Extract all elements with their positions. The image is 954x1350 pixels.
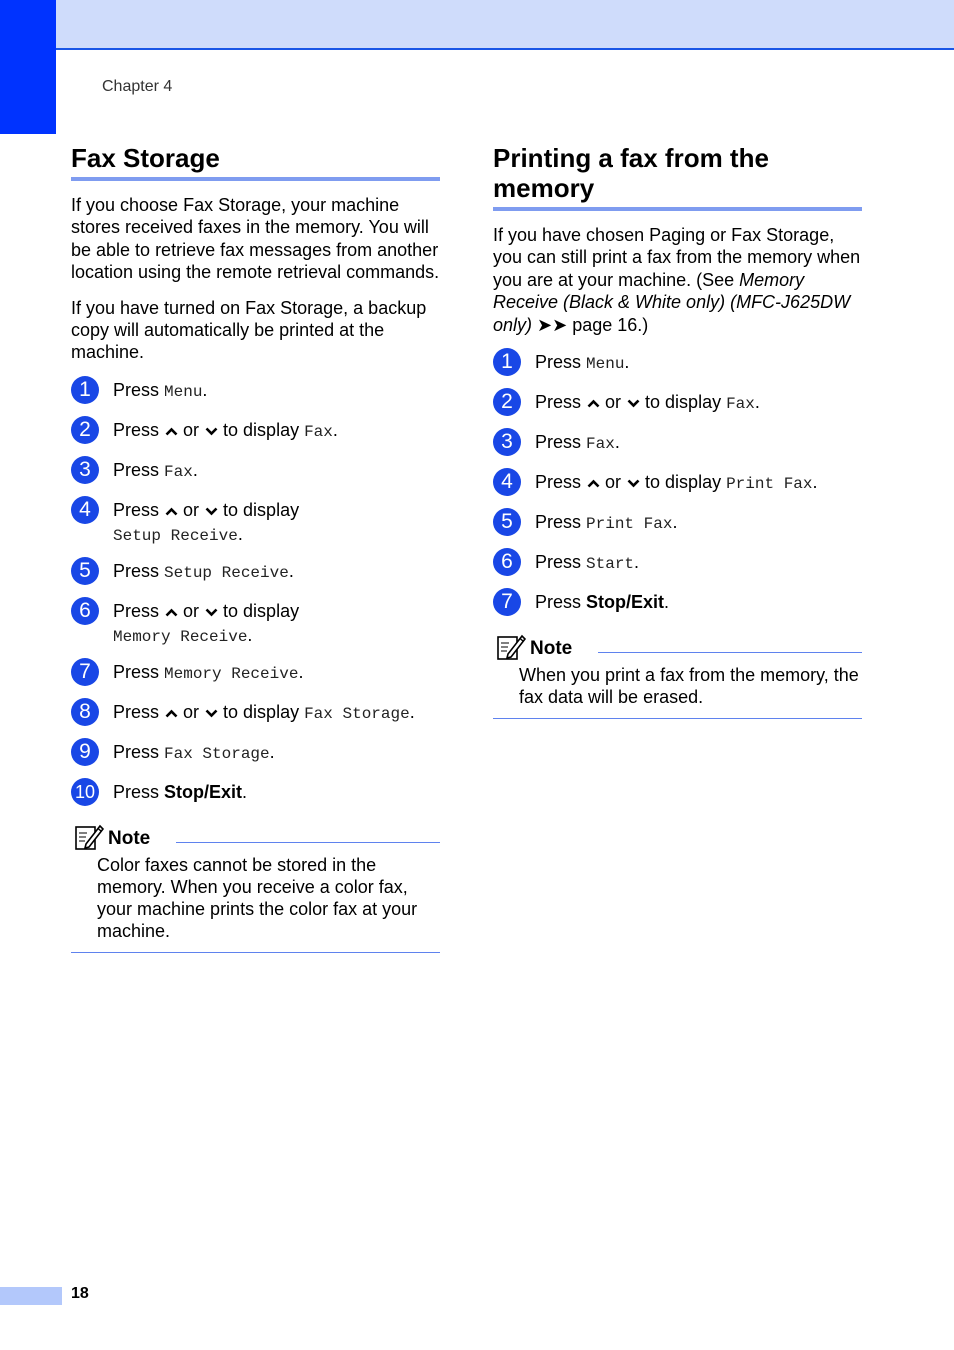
header-band xyxy=(0,0,954,50)
step-number: 2 xyxy=(71,416,99,444)
note-body: When you print a fax from the memory, the fax data will be erased. xyxy=(519,665,859,708)
chapter-tab xyxy=(0,0,56,134)
step-text: to display xyxy=(640,392,727,413)
page-number: 18 xyxy=(71,1285,89,1302)
note-header xyxy=(71,820,440,854)
note-pencil-icon xyxy=(74,822,104,852)
step-item xyxy=(493,470,862,499)
step-number: 1 xyxy=(71,376,99,404)
punct: . xyxy=(409,701,415,722)
chevron-down-icon xyxy=(626,390,640,414)
step-number: 6 xyxy=(493,548,521,576)
step-number: 7 xyxy=(493,588,521,616)
step-number: 4 xyxy=(71,496,99,524)
menu-item-text: Memory Receive xyxy=(113,627,248,646)
page-reference: page 16.) xyxy=(572,314,649,335)
step-text: to display xyxy=(218,600,300,621)
step-text: or xyxy=(600,472,627,493)
step-text: Press xyxy=(113,459,165,480)
menu-item-text: Fax Storage xyxy=(304,704,410,723)
step-item xyxy=(71,740,440,769)
section-title: Fax Storage xyxy=(71,140,440,181)
note-header xyxy=(493,630,862,664)
chevron-up-icon xyxy=(164,498,178,522)
step-number: 2 xyxy=(493,388,521,416)
step-text: to display xyxy=(218,419,305,440)
step-text: Press xyxy=(113,701,165,722)
paragraph xyxy=(493,224,862,336)
step-number: 4 xyxy=(493,468,521,496)
step-text: or xyxy=(178,600,205,621)
punct: . xyxy=(288,560,294,581)
step-item xyxy=(493,390,862,419)
punct: . xyxy=(664,592,670,613)
step-list xyxy=(493,350,862,619)
note-box xyxy=(71,820,440,953)
chevron-up-icon xyxy=(164,700,178,724)
paragraph: If you choose Fax Storage, your machine stores received faxes in the memory. You will be able to retrieve fax messages from another location using the remote retrieval commands. xyxy=(71,195,440,283)
double-arrow-icon: ➤➤ xyxy=(532,314,573,335)
step-text: to display xyxy=(218,701,305,722)
chevron-down-icon xyxy=(204,700,218,724)
chevron-down-icon xyxy=(204,498,218,522)
step-text: or xyxy=(178,499,205,520)
footer-band xyxy=(0,1287,62,1305)
menu-item-text: Setup Receive xyxy=(113,526,238,545)
step-item xyxy=(493,430,862,459)
punct: . xyxy=(332,419,338,440)
step-item xyxy=(71,559,440,588)
step-text: to display xyxy=(640,472,727,493)
step-text: Press xyxy=(535,472,587,493)
step-number: 3 xyxy=(493,428,521,456)
divider xyxy=(176,842,440,843)
menu-item-text: Fax xyxy=(304,422,333,441)
step-item xyxy=(71,660,440,689)
step-item xyxy=(71,780,440,809)
punct: . xyxy=(614,432,620,453)
step-number: 9 xyxy=(71,738,99,766)
step-text: Press xyxy=(113,600,165,621)
punct: . xyxy=(237,523,243,544)
chevron-down-icon xyxy=(204,418,218,442)
step-text: Press xyxy=(113,379,165,400)
step-text: or xyxy=(600,392,627,413)
key-label: Stop/Exit xyxy=(164,781,243,802)
section-title: Printing a fax from the memory xyxy=(493,140,862,211)
menu-item-text: Menu xyxy=(586,355,625,374)
step-number: 3 xyxy=(71,456,99,484)
step-item xyxy=(71,700,440,729)
note-box xyxy=(493,630,862,719)
intro-text: If you have chosen Paging or Fax Storage, you can still print a fax from the memory when you are at your machine. (See xyxy=(493,225,861,290)
punct: . xyxy=(624,352,630,373)
paragraph: If you have turned on Fax Storage, a backup copy will automatically be printed at the machine. xyxy=(71,297,427,363)
step-text: Press xyxy=(535,552,587,573)
menu-item-text: Memory Receive xyxy=(164,664,299,683)
step-number: 6 xyxy=(71,597,99,625)
step-item xyxy=(71,378,440,407)
punct: . xyxy=(269,741,275,762)
note-title: Note xyxy=(530,638,573,660)
punct: . xyxy=(192,459,198,480)
step-text: Press xyxy=(535,352,587,373)
step-item xyxy=(71,418,440,447)
step-item xyxy=(71,599,440,649)
note-title: Note xyxy=(108,827,151,849)
step-list xyxy=(71,378,440,809)
step-text: Press xyxy=(113,661,165,682)
punct: . xyxy=(247,624,253,645)
step-text: Press xyxy=(113,499,165,520)
note-body: Color faxes cannot be stored in the memory. When you receive a color fax, your machine prints the color fax at your machine. xyxy=(97,854,418,941)
step-text: Press xyxy=(113,781,165,802)
menu-item-text: Setup Receive xyxy=(164,563,289,582)
step-number: 1 xyxy=(493,348,521,376)
step-number: 7 xyxy=(71,658,99,686)
step-number: 10 xyxy=(71,778,99,806)
punct: . xyxy=(754,392,760,413)
chevron-up-icon xyxy=(586,470,600,494)
step-item xyxy=(71,458,440,487)
step-item xyxy=(493,550,862,579)
key-label: Stop/Exit xyxy=(586,592,665,613)
punct: . xyxy=(202,379,208,400)
cross-reference: Memory Receive (Black & White only) (MFC-J625DW only) xyxy=(493,269,851,335)
step-text: to display xyxy=(218,499,300,520)
fax-storage-section xyxy=(71,140,440,953)
menu-item-text: Fax xyxy=(586,435,615,454)
chevron-up-icon xyxy=(586,390,600,414)
step-text: Press xyxy=(113,419,165,440)
punct: . xyxy=(672,512,678,533)
step-text: Press xyxy=(535,432,587,453)
punct: . xyxy=(242,781,248,802)
punct: . xyxy=(634,552,640,573)
divider xyxy=(598,652,862,653)
chapter-label: Chapter 4 xyxy=(102,78,173,95)
step-text: Press xyxy=(113,741,165,762)
step-text: or xyxy=(178,419,205,440)
step-text: Press xyxy=(113,560,165,581)
chevron-up-icon xyxy=(164,599,178,623)
menu-item-text: Start xyxy=(586,555,635,574)
step-item xyxy=(71,498,440,548)
step-number: 5 xyxy=(71,557,99,585)
menu-item-text: Fax xyxy=(726,395,755,414)
step-text: or xyxy=(178,701,205,722)
menu-item-text: Print Fax xyxy=(586,515,673,534)
note-pencil-icon xyxy=(496,632,526,662)
print-fax-section xyxy=(493,140,862,719)
chevron-down-icon xyxy=(626,470,640,494)
step-text: Press xyxy=(535,392,587,413)
step-item xyxy=(493,510,862,539)
step-text: Press xyxy=(535,512,587,533)
chevron-up-icon xyxy=(164,418,178,442)
chevron-down-icon xyxy=(204,599,218,623)
menu-item-text: Fax xyxy=(164,462,193,481)
menu-item-text: Menu xyxy=(164,382,203,401)
step-number: 5 xyxy=(493,508,521,536)
step-text: Press xyxy=(535,592,587,613)
menu-item-text: Print Fax xyxy=(726,475,813,494)
menu-item-text: Fax Storage xyxy=(164,744,270,763)
step-item xyxy=(493,350,862,379)
step-item xyxy=(493,590,862,619)
step-number: 8 xyxy=(71,698,99,726)
punct: . xyxy=(298,661,304,682)
punct: . xyxy=(812,472,818,493)
